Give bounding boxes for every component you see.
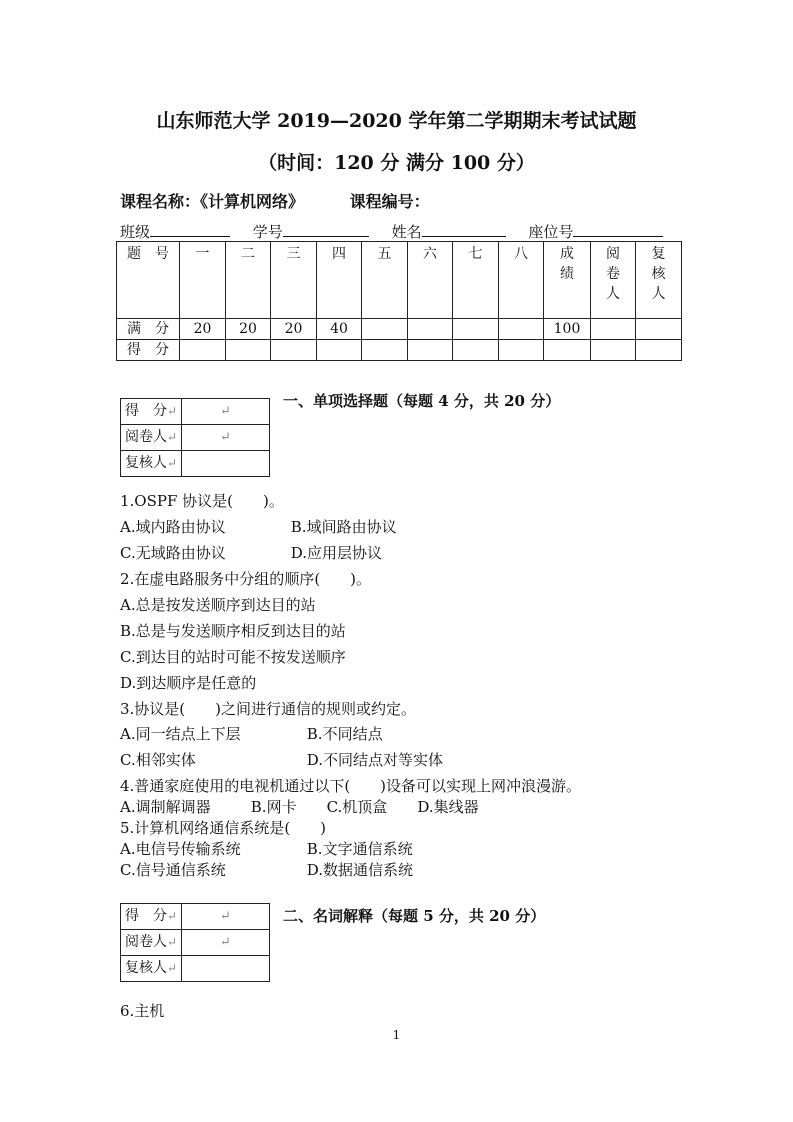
score-input-cell[interactable]	[180, 340, 226, 361]
option-row	[120, 838, 413, 859]
option: D.不同结点对等实体	[306, 751, 444, 769]
student-info-line	[120, 221, 681, 242]
class-field: 班级	[120, 221, 230, 242]
grader-reviewer-value[interactable]: ↵	[182, 425, 270, 451]
score-input-cell[interactable]	[362, 340, 408, 361]
grader-score-value[interactable]: ↵	[182, 904, 270, 930]
course-code: 课程编号：	[349, 192, 430, 211]
option-row	[120, 516, 397, 537]
grader-score-label: 得 分↵	[121, 399, 182, 425]
col-header: 三	[271, 242, 317, 319]
score-input-cell[interactable]	[636, 340, 682, 361]
col-header: 七	[453, 242, 499, 319]
grader-checker-value[interactable]	[182, 956, 270, 982]
col-header: 二	[226, 242, 271, 319]
full-value: 40	[317, 319, 362, 340]
grader-reviewer-value[interactable]: ↵	[182, 930, 270, 956]
score-label-cell: 得 分	[117, 340, 180, 361]
col-header: 八	[499, 242, 544, 319]
option: D.数据通信系统	[306, 861, 414, 879]
question-stem: 5.计算机网络通信系统是( )	[120, 819, 327, 837]
course-name: 课程名称：《计算机网络》	[120, 192, 305, 211]
option: A.调制解调器	[120, 798, 211, 816]
option: C.信号通信系统	[120, 861, 226, 879]
col-header: 六	[408, 242, 453, 319]
seat-field: 座位号	[528, 221, 663, 242]
option: A.域内路由协议	[120, 518, 226, 536]
section2-grader-box	[120, 903, 270, 982]
total-header: 成绩	[544, 242, 591, 319]
option: D.集线器	[417, 798, 479, 816]
exam-subtitle: （时间：120 分 满分 100 分）	[258, 152, 535, 174]
score-input-cell[interactable]	[271, 340, 317, 361]
grader-checker-label: 复核人↵	[121, 956, 182, 982]
score-input-cell[interactable]	[453, 340, 499, 361]
full-value	[408, 319, 453, 340]
option: A.同一结点上下层	[120, 725, 241, 743]
option: C.到达目的站时可能不按发送顺序	[120, 648, 346, 666]
option: B.不同结点	[306, 725, 383, 743]
grader-score-value[interactable]: ↵	[182, 399, 270, 425]
full-value	[453, 319, 499, 340]
grader-reviewer-label: 阅卷人↵	[121, 425, 182, 451]
option: D.应用层协议	[290, 544, 383, 562]
option: C.无域路由协议	[120, 544, 226, 562]
empty-cell	[591, 319, 636, 340]
score-input-cell[interactable]	[499, 340, 544, 361]
option: B.文字通信系统	[306, 840, 413, 858]
score-input-cell[interactable]	[226, 340, 271, 361]
col-header: 五	[362, 242, 408, 319]
score-table	[116, 241, 682, 361]
student-name-field: 姓名	[392, 221, 506, 242]
full-score-row	[117, 319, 682, 340]
question-stem: 3.协议是( )之间进行通信的规则或约定。	[120, 700, 417, 718]
student-id-field: 学号	[253, 221, 369, 242]
obtained-score-row	[117, 340, 682, 361]
score-input-cell[interactable]	[317, 340, 362, 361]
option: B.网卡	[250, 798, 297, 816]
option: B.总是与发送顺序相反到达目的站	[120, 622, 346, 640]
option-row	[120, 796, 479, 817]
question-stem: 6.主机	[120, 1002, 165, 1020]
option-row	[120, 859, 413, 880]
full-value: 20	[226, 319, 271, 340]
option-row	[120, 723, 383, 744]
grader-checker-label: 复核人↵	[121, 451, 182, 477]
full-value: 20	[180, 319, 226, 340]
option: C.机顶盒	[326, 798, 388, 816]
question-stem: 4.普通家庭使用的电视机通过以下( )设备可以实现上网冲浪漫游。	[120, 777, 582, 795]
option: D.到达顺序是任意的	[120, 674, 257, 692]
grader-reviewer-label: 阅卷人↵	[121, 930, 182, 956]
option-row	[120, 542, 382, 563]
option: C.相邻实体	[120, 751, 196, 769]
question-stem: 2.在虚电路服务中分组的顺序( )。	[120, 570, 372, 588]
grader-score-label: 得 分↵	[121, 904, 182, 930]
option: A.总是按发送顺序到达目的站	[120, 596, 316, 614]
option-row	[120, 749, 443, 770]
section1-grader-box	[120, 398, 270, 477]
full-value: 20	[271, 319, 317, 340]
checker-header: 复核人	[636, 242, 682, 319]
full-total-value: 100	[544, 319, 591, 340]
score-input-cell[interactable]	[591, 340, 636, 361]
option: A.电信号传输系统	[120, 840, 241, 858]
grader-checker-value[interactable]	[182, 451, 270, 477]
section1-title: 一、单项选择题（每题 4 分，共 20 分）	[283, 392, 561, 410]
full-label-cell: 满 分	[117, 319, 180, 340]
question-stem: 1.OSPF 协议是( )。	[120, 492, 284, 510]
empty-cell	[636, 319, 682, 340]
option: B.域间路由协议	[290, 518, 397, 536]
header-label-cell: 题 号	[117, 242, 180, 319]
score-input-cell[interactable]	[544, 340, 591, 361]
course-line	[120, 189, 430, 212]
col-header: 一	[180, 242, 226, 319]
exam-title: 山东师范大学 2019—2020 学年第二学期期末考试试题	[156, 110, 637, 132]
page-number: 1	[392, 1028, 401, 1042]
col-header: 四	[317, 242, 362, 319]
full-value	[499, 319, 544, 340]
reviewer-header: 阅卷人	[591, 242, 636, 319]
score-input-cell[interactable]	[408, 340, 453, 361]
full-value	[362, 319, 408, 340]
section2-title: 二、名词解释（每题 5 分，共 20 分）	[283, 907, 546, 925]
score-table-header-row	[117, 242, 682, 319]
